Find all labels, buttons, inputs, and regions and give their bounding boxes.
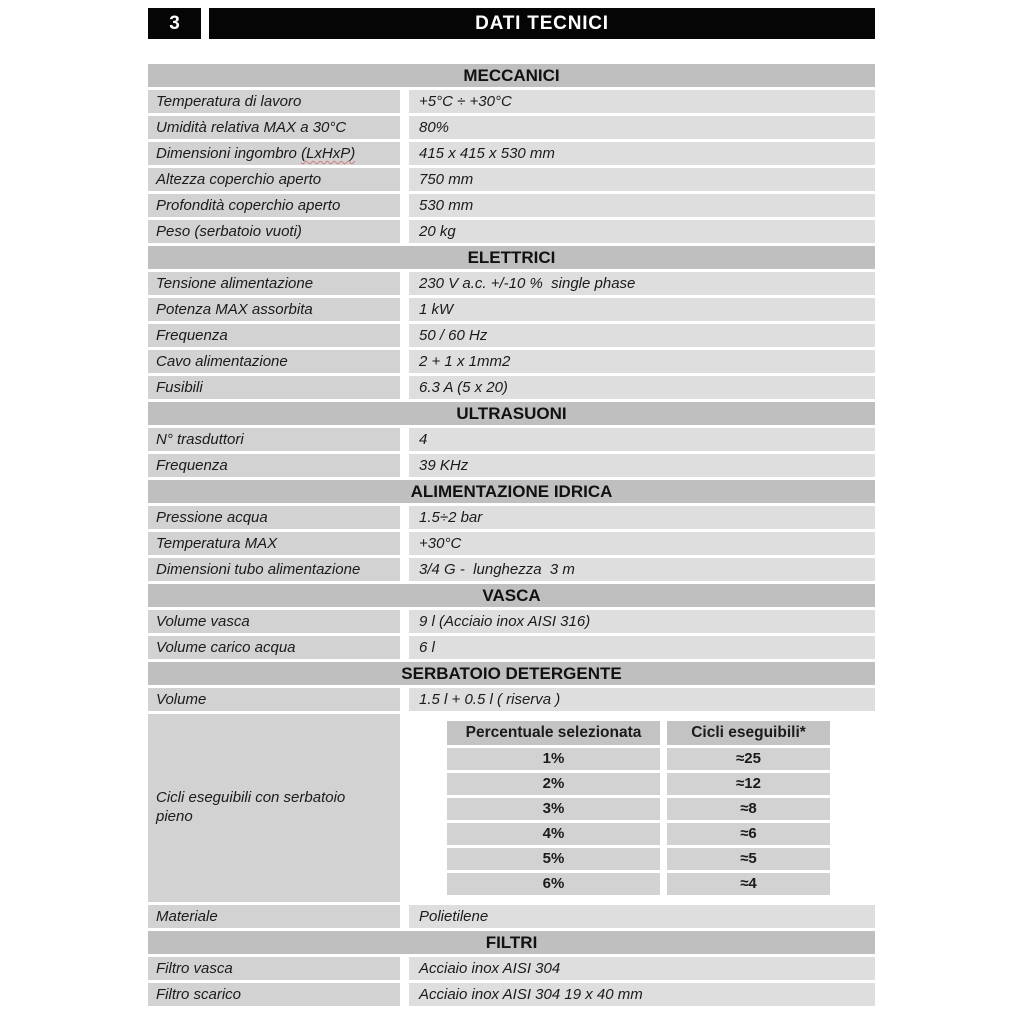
spec-row <box>148 272 875 295</box>
spec-label-text: Volume vasca <box>156 613 250 630</box>
section-header-alimentazione-idrica: ALIMENTAZIONE IDRICA <box>148 480 875 503</box>
spec-label-text: Temperatura MAX <box>156 535 278 552</box>
spec-label <box>148 506 400 529</box>
spec-row <box>148 454 875 477</box>
section-header-serbatoio-detergente: SERBATOIO DETERGENTE <box>148 662 875 685</box>
cycles-cell: ≈8 <box>667 798 830 820</box>
spec-label-misspelled-part: (LxHxP) <box>301 145 356 162</box>
spec-label <box>148 168 400 191</box>
spec-label <box>148 714 400 902</box>
spec-label-text: Filtro vasca <box>156 960 233 977</box>
spec-label <box>148 194 400 217</box>
spec-row <box>148 142 875 165</box>
cycles-table-header: Percentuale selezionata <box>447 721 660 745</box>
spec-label-text: Cicli eseguibili con serbatoio pieno <box>156 789 346 825</box>
section-header-ultrasuoni: ULTRASUONI <box>148 402 875 425</box>
spec-row <box>148 116 875 139</box>
spec-label-text: Tensione alimentazione <box>156 275 314 292</box>
spec-label-text: Cavo alimentazione <box>156 353 288 370</box>
cycles-table-row <box>447 873 830 895</box>
spec-label <box>148 532 400 555</box>
spec-value: 39 KHz <box>409 454 875 477</box>
spec-value: 3/4 G - lunghezza 3 m <box>409 558 875 581</box>
spec-value: +5°C ÷ +30°C <box>409 90 875 113</box>
spec-label <box>148 610 400 633</box>
spec-label-text: Frequenza <box>156 457 228 474</box>
spec-label <box>148 636 400 659</box>
spec-row <box>148 506 875 529</box>
spec-label-text: Volume <box>156 691 207 708</box>
section-header-elettrici: ELETTRICI <box>148 246 875 269</box>
spec-value: 50 / 60 Hz <box>409 324 875 347</box>
spec-row <box>148 636 875 659</box>
spec-row <box>148 376 875 399</box>
cycles-table-row <box>447 773 830 795</box>
percentage-cell: 4% <box>447 823 660 845</box>
page-title: DATI TECNICI <box>209 8 875 39</box>
cycles-table-header: Cicli eseguibili* <box>667 721 830 745</box>
spec-label <box>148 116 400 139</box>
spec-value: Acciaio inox AISI 304 19 x 40 mm <box>409 983 875 1006</box>
spec-label <box>148 905 400 928</box>
section-header-meccanici: MECCANICI <box>148 64 875 87</box>
spec-row <box>148 324 875 347</box>
spec-label-text: Pressione acqua <box>156 509 268 526</box>
cycles-cell: ≈5 <box>667 848 830 870</box>
spec-label-text: Filtro scarico <box>156 986 242 1003</box>
spec-row <box>148 350 875 373</box>
percentage-cell: 5% <box>447 848 660 870</box>
spec-value: 415 x 415 x 530 mm <box>409 142 875 165</box>
spec-value: 2 + 1 x 1mm2 <box>409 350 875 373</box>
spec-value: 230 V a.c. +/-10 % single phase <box>409 272 875 295</box>
spec-label-text: Volume carico acqua <box>156 639 296 656</box>
section-header-vasca: VASCA <box>148 584 875 607</box>
technical-data-page <box>148 8 875 1009</box>
spec-label <box>148 324 400 347</box>
spec-label <box>148 983 400 1006</box>
chapter-number: 3 <box>148 8 201 39</box>
spec-table <box>148 64 875 1006</box>
spec-row <box>148 558 875 581</box>
spec-value: 1 kW <box>409 298 875 321</box>
spec-label <box>148 220 400 243</box>
spec-row <box>148 983 875 1006</box>
percentage-cell: 3% <box>447 798 660 820</box>
percentage-cell: 1% <box>447 748 660 770</box>
spec-row <box>148 168 875 191</box>
spec-row <box>148 532 875 555</box>
spec-label-text: Dimensioni ingombro <box>156 145 302 162</box>
spec-label <box>148 688 400 711</box>
spec-label <box>148 428 400 451</box>
spec-label-text: Fusibili <box>156 379 203 396</box>
spec-value: 20 kg <box>409 220 875 243</box>
spec-row <box>148 194 875 217</box>
spec-value: Polietilene <box>409 905 875 928</box>
spec-label-text: Dimensioni tubo alimentazione <box>156 561 361 578</box>
spec-row <box>148 688 875 711</box>
cycles-table <box>447 721 830 895</box>
spec-label-text: Potenza MAX assorbita <box>156 301 313 318</box>
spec-row <box>148 298 875 321</box>
cycles-table-row <box>447 748 830 770</box>
spec-row <box>148 220 875 243</box>
spec-label-text: Frequenza <box>156 327 228 344</box>
cycles-table-row <box>447 848 830 870</box>
cycles-table-area <box>409 714 875 902</box>
spec-label <box>148 142 400 165</box>
spec-value: 530 mm <box>409 194 875 217</box>
cycles-cell: ≈4 <box>667 873 830 895</box>
spec-value: 1.5 l + 0.5 l ( riserva ) <box>409 688 875 711</box>
spec-row <box>148 905 875 928</box>
spec-row <box>148 714 875 902</box>
spec-label <box>148 376 400 399</box>
spec-label <box>148 558 400 581</box>
percentage-cell: 6% <box>447 873 660 895</box>
spec-value: 4 <box>409 428 875 451</box>
spec-label-text: Materiale <box>156 908 218 925</box>
spec-value: 80% <box>409 116 875 139</box>
cycles-cell: ≈25 <box>667 748 830 770</box>
spec-label-text: Umidità relativa MAX a 30°C <box>156 119 347 136</box>
spec-label-text: Profondità coperchio aperto <box>156 197 341 214</box>
spec-label <box>148 350 400 373</box>
spec-label-text: Temperatura di lavoro <box>156 93 302 110</box>
spec-row <box>148 957 875 980</box>
spec-label <box>148 298 400 321</box>
spec-row <box>148 90 875 113</box>
spec-label-text: N° trasduttori <box>156 431 244 448</box>
spec-row <box>148 610 875 633</box>
spec-label <box>148 454 400 477</box>
cycles-table-row <box>447 823 830 845</box>
spec-label-text: Peso (serbatoio vuoti) <box>156 223 302 240</box>
spec-value: 6 l <box>409 636 875 659</box>
spec-label <box>148 957 400 980</box>
spec-value: 9 l (Acciaio inox AISI 316) <box>409 610 875 633</box>
cycles-cell: ≈12 <box>667 773 830 795</box>
percentage-cell: 2% <box>447 773 660 795</box>
chapter-title-bar <box>148 8 875 39</box>
section-header-filtri: FILTRI <box>148 931 875 954</box>
cycles-cell: ≈6 <box>667 823 830 845</box>
spec-value: 6.3 A (5 x 20) <box>409 376 875 399</box>
spec-label <box>148 90 400 113</box>
cycles-table-header-row <box>447 721 830 745</box>
spec-value: Acciaio inox AISI 304 <box>409 957 875 980</box>
spec-value: 1.5÷2 bar <box>409 506 875 529</box>
spec-value: 750 mm <box>409 168 875 191</box>
spec-row <box>148 428 875 451</box>
cycles-table-row <box>447 798 830 820</box>
spec-label <box>148 272 400 295</box>
spec-label-text: Altezza coperchio aperto <box>156 171 322 188</box>
spec-value: +30°C <box>409 532 875 555</box>
